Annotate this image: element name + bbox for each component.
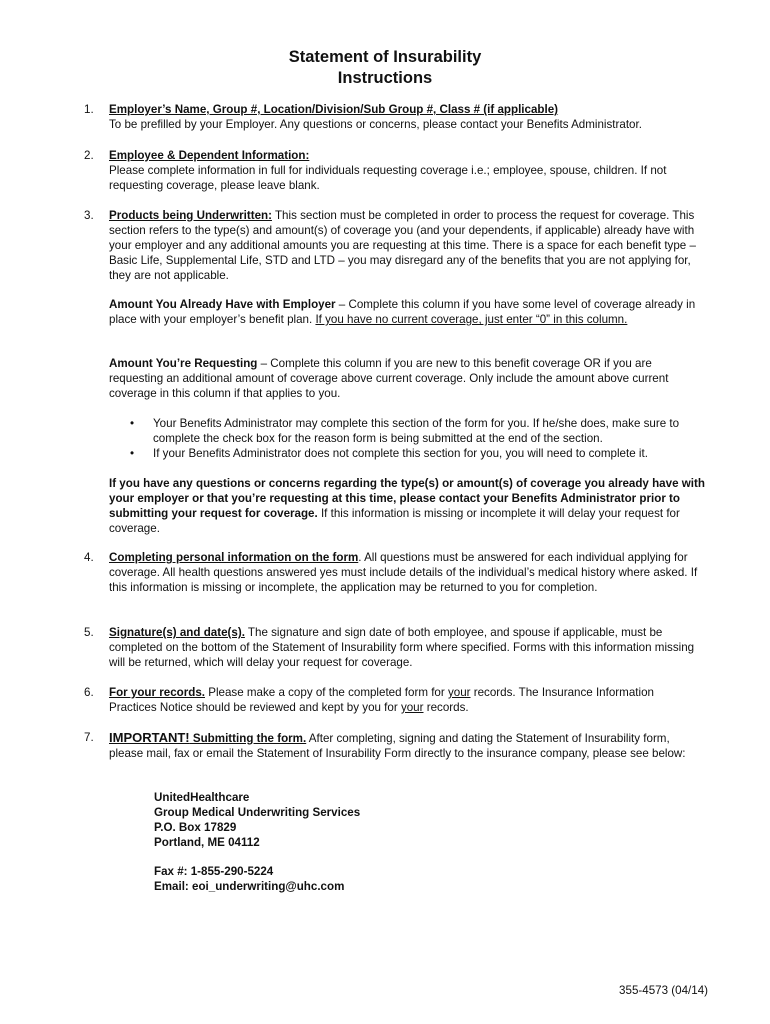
item-text: After completing, signing and dating the Statement of Insurability form, please mail, fax or email the Statement of Insurability Form directly to the insurance company, please see below: [109,732,686,760]
form-number: 355-4573 (04/14) [619,984,708,997]
amount-requesting-paragraph [109,356,709,401]
instruction-item-1 [84,102,698,132]
item-text: records. [423,701,469,714]
fax-number: Fax #: 1-855-290-5224 [154,865,274,878]
item-heading: Products being Underwritten: [109,209,272,222]
bullet-text: Your Benefits Administrator may complete this section of the form for you. If he/she does, make sure to complete the check box for the reason form is being submitted at the end of the section. [153,417,680,445]
item-number: 2. [84,149,94,162]
questions-bold: If you have any questions or concerns regarding the type(s) or amount(s) of coverage you already have with your employer or that you’re requesting at this time, please contact your Benefits Administrator prior to submitting your request for coverage. [109,477,705,520]
item-text: records. The Insurance Information Practices Notice should be reviewed and kept by you for [109,686,654,714]
item-text: The signature and sign date of both employee, and spouse if applicable, must be completed on the bottom of the Statement of Insurability form where specified. Forms with this information missing will be returned, which will delay your request for coverage. [109,626,695,669]
item-text: . All questions must be answered for each individual applying for coverage. All health questions answered yes must include details of the individual’s medical history where asked. If this information is missing or incomplete, the application may be returned to you for completion. [109,551,698,594]
bullet-list [109,416,699,461]
important-heading: IMPORTANT! [109,730,190,745]
address-city: Portland, ME 04112 [154,836,260,849]
item-number: 1. [84,103,94,116]
contact-info [154,864,344,894]
list-item [109,416,699,446]
item-number: 5. [84,626,94,639]
page-subtitle: Instructions [337,69,433,87]
instruction-item-3 [84,208,698,283]
amount-have-note: If you have no current coverage, just enter “0” in this column. [315,313,628,326]
email-address: Email: eoi_underwriting@uhc.com [154,880,345,893]
item-number: 3. [84,209,94,222]
mailing-address [154,790,360,850]
item-number: 7. [84,731,94,744]
instruction-item-6 [84,685,698,715]
amount-have-label: Amount You Already Have with Employer [109,298,336,311]
item-text: Please make a copy of the completed form for [205,686,448,699]
list-item [109,446,699,461]
item-text: This section must be completed in order to process the request for coverage. This section refers to the type(s) and amount(s) of coverage you (and your dependents, if applicable) already have with your employer and any additional amounts you are requesting at this time. There is a space for each benefit type – Basic Life, Supplemental Life, STD and LTD – you may disregard any of the benefits that you are not applying for, they are not applicable. [109,209,696,282]
bullet-text: If your Benefits Administrator does not complete this section for you, you will need to complete it. [153,447,648,460]
address-po-box: P.O. Box 17829 [154,821,237,834]
item-heading: Submitting the form. [189,732,307,745]
item-heading: Employee & Dependent Information: [109,149,310,162]
item-heading: For your records. [109,686,205,699]
amount-have-paragraph [109,297,709,327]
address-department: Group Medical Underwriting Services [154,806,361,819]
address-company: UnitedHealthcare [154,791,250,804]
questions-text: If this information is missing or incomplete it will delay your request for coverage. [109,507,680,535]
item-heading: Signature(s) and date(s). [109,626,245,639]
instruction-item-7 [84,730,698,761]
bullet-dot: • [130,417,135,430]
bullet-dot: • [130,447,135,460]
amount-requesting-text: – Complete this column if you are new to this benefit coverage OR if you are requesting an additional amount of coverage above current coverage. Only include the amount above current coverage in this column if that applies to you. [109,357,669,400]
instruction-item-5 [84,625,698,670]
emphasis-your: your [447,686,471,699]
item-heading: Employer’s Name, Group #, Location/Division/Sub Group #, Class # (if applicable) [109,103,559,116]
instruction-item-2 [84,148,698,193]
page-title: Statement of Insurability [288,48,482,66]
item-text: Please complete information in full for individuals requesting coverage i.e.; employee, spouse, children. If not requesting coverage, please leave blank. [109,164,667,192]
item-heading: Completing personal information on the form [109,551,359,564]
emphasis-your: your [400,701,424,714]
item-text: To be prefilled by your Employer. Any questions or concerns, please contact your Benefits Administrator. [109,118,642,131]
item-number: 4. [84,551,94,564]
amount-requesting-label: Amount You’re Requesting [109,357,258,370]
questions-paragraph [109,476,709,536]
item-number: 6. [84,686,94,699]
instruction-item-4 [84,550,698,595]
amount-have-text: – Complete this column if you have some level of coverage already in place with your employer’s benefit plan. [109,298,696,326]
